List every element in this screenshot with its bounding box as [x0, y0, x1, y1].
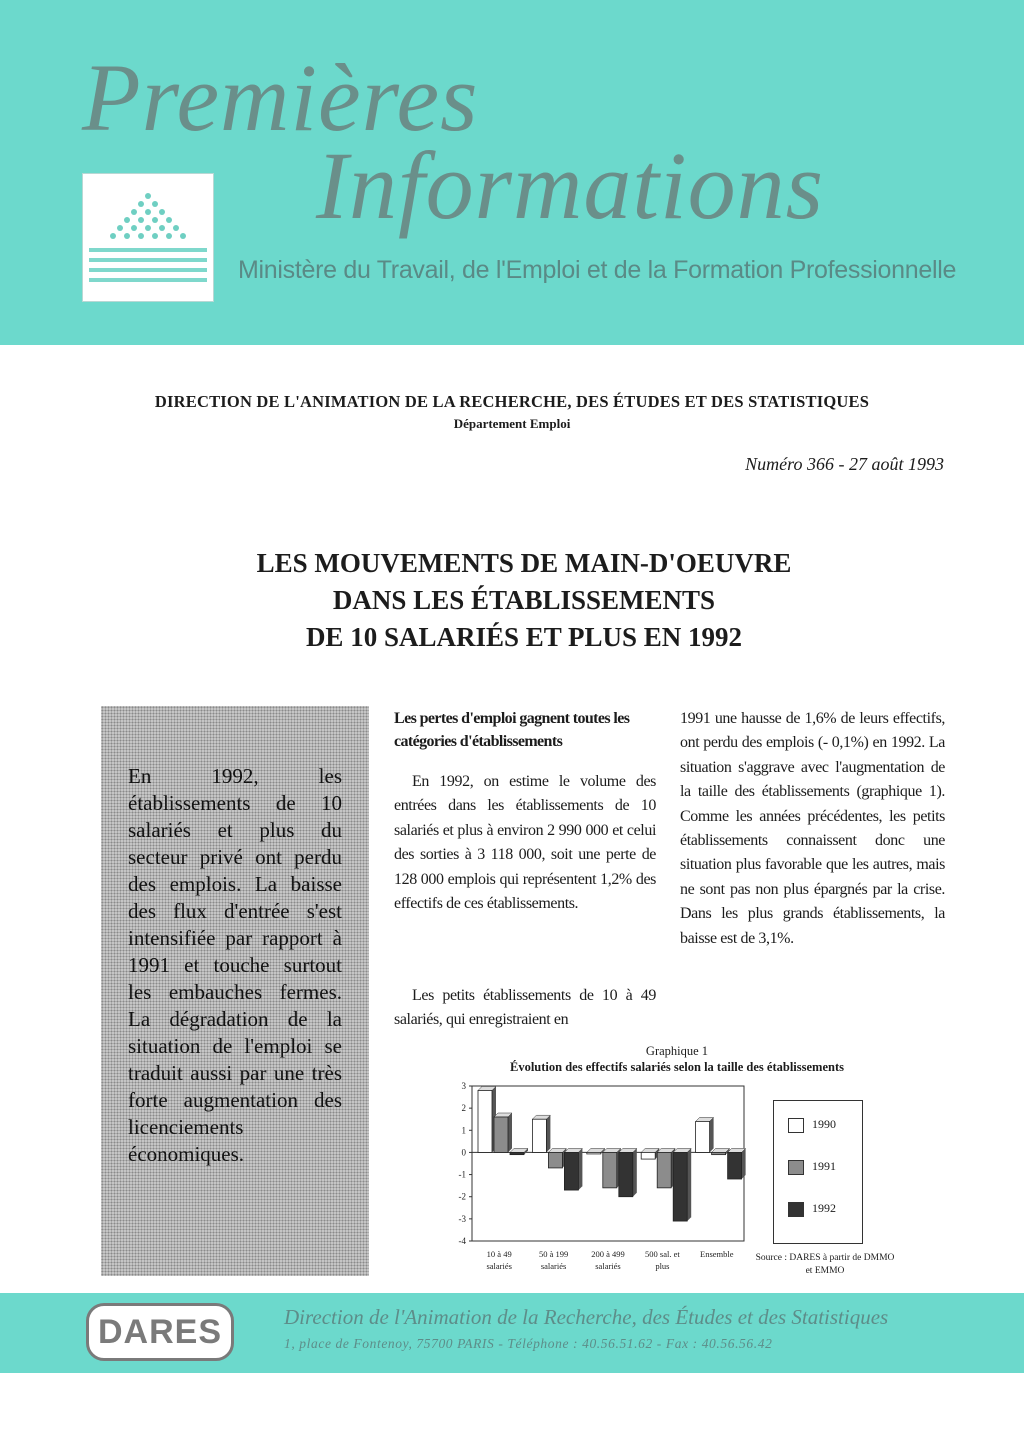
title-line3: DE 10 SALARIÉS ET PLUS EN 1992	[305, 622, 743, 652]
ministry-logo-icon	[83, 174, 213, 301]
paragraph-1: En 1992, on estime le volume des entrées dans les établissements de 10 salariés et plus à environ 2 990 000 et celui des sorties à 3 118 000, soit une perte de 128 000 emplois qui représentent 1,2% des effectifs de ces établissements.	[394, 773, 656, 913]
brand-title-line1: Premières	[82, 44, 479, 151]
summary-text: En 1992, les établissements de 10 salariés et plus du secteur privé ont perdu des emplois. La baisse des flux d'entrée s'est intensifiée par rapport à 1991 et touche surtout les embauches fermes. La dégradation de la situation de l'emploi se traduit aussi par une très forte augmentation des licenciements économiques.	[128, 764, 342, 1166]
x-tick-label: 200 à 499	[591, 1249, 625, 1259]
bar	[641, 1152, 655, 1159]
x-tick-label: salariés	[486, 1261, 512, 1271]
bar	[548, 1152, 562, 1168]
bar-chart	[440, 1076, 760, 1286]
y-tick-label: 0	[461, 1147, 466, 1158]
bar-side	[578, 1148, 582, 1190]
y-tick-label: -2	[458, 1191, 466, 1202]
ministry-logo	[82, 173, 214, 302]
legend-swatch	[788, 1160, 804, 1175]
x-tick-label: 10 à 49	[486, 1249, 512, 1259]
bar-side	[508, 1113, 512, 1152]
x-tick-label: Ensemble	[700, 1249, 734, 1259]
legend-item	[788, 1201, 836, 1217]
issue-number-date: Numéro 366 - 27 août 1993	[745, 454, 944, 474]
section-heading: Les pertes d'emploi gagnent toutes les catégories d'établissements	[394, 710, 630, 750]
legend-label: 1990	[812, 1117, 836, 1131]
legend-item	[788, 1159, 836, 1175]
bar	[728, 1152, 742, 1179]
paragraph-3: 1991 une hausse de 1,6% de leurs effectifs, ont perdu des emplois (- 0,1%) en 1992. La situation s'aggrave avec l'augmentation de la taille des établissements (graphique 1). Comme les années précédentes, les petits établissements connaissent donc une situation plus favorable que les autres, mais ne sont pas non plus épargnés par la crise. Dans les plus grands établissements, la baisse est de 3,1%.	[680, 710, 945, 947]
bar	[564, 1152, 578, 1190]
bar	[510, 1152, 524, 1154]
chart-title: Évolution des effectifs salariés selon la taille des établissements	[510, 1060, 844, 1074]
chart-caption: Graphique 1	[645, 1044, 709, 1058]
legend-swatch	[788, 1118, 804, 1133]
bar	[478, 1090, 492, 1152]
y-tick-label: -3	[458, 1213, 466, 1224]
bar-side	[546, 1115, 550, 1152]
dares-logo: DARES	[86, 1303, 234, 1361]
brand-title-line2: Informations	[316, 132, 825, 239]
direction-heading: DIRECTION DE L'ANIMATION DE LA RECHERCHE, DES ÉTUDES ET DES STATISTIQUES	[154, 392, 870, 411]
x-tick-label: plus	[655, 1261, 670, 1271]
y-tick-label: 2	[461, 1103, 466, 1114]
chart-legend	[773, 1100, 863, 1244]
bar	[587, 1152, 601, 1154]
y-tick-label: 3	[461, 1081, 466, 1091]
x-tick-label: 500 sal. et	[645, 1249, 680, 1259]
article-title	[0, 545, 1024, 656]
bar	[603, 1152, 617, 1187]
bar	[619, 1152, 633, 1196]
bar	[712, 1152, 726, 1154]
title-line2: DANS LES ÉTABLISSEMENTS	[332, 585, 716, 615]
x-tick-label: 50 à 199	[538, 1249, 569, 1259]
chart-source: Source : DARES à partir de DMMO et EMMO	[755, 1253, 895, 1276]
x-tick-label: salariés	[540, 1261, 567, 1271]
bar	[657, 1152, 671, 1187]
legend-item	[788, 1117, 836, 1133]
bar	[532, 1119, 546, 1152]
footer-organisation: Direction de l'Animation de la Recherche, des Études et des Statistiques	[284, 1305, 889, 1329]
department-name: Département Emploi	[453, 416, 571, 431]
x-tick-label: salariés	[595, 1261, 621, 1271]
bar-side	[633, 1148, 637, 1196]
legend-label: 1991	[812, 1159, 836, 1173]
y-tick-label: -1	[458, 1169, 466, 1180]
y-tick-label: -4	[458, 1236, 466, 1246]
ministry-name: Ministère du Travail, de l'Emploi et de la Formation Professionnelle	[238, 256, 957, 284]
bar-side	[687, 1148, 691, 1221]
paragraph-2: Les petits établissements de 10 à 49 salariés, qui enregistraient en	[394, 987, 656, 1029]
bar	[494, 1117, 508, 1152]
bar-side	[742, 1148, 746, 1179]
bar	[673, 1152, 687, 1221]
footer-address: 1, place de Fontenoy, 75700 PARIS - Téléphone : 40.56.51.62 - Fax : 40.56.56.42	[284, 1336, 773, 1351]
legend-label: 1992	[812, 1201, 836, 1215]
title-line1: LES MOUVEMENTS DE MAIN-D'OEUVRE	[256, 548, 792, 578]
y-tick-label: 1	[461, 1125, 466, 1136]
bar	[696, 1121, 710, 1152]
bar-side	[710, 1117, 714, 1152]
legend-swatch	[788, 1202, 804, 1217]
